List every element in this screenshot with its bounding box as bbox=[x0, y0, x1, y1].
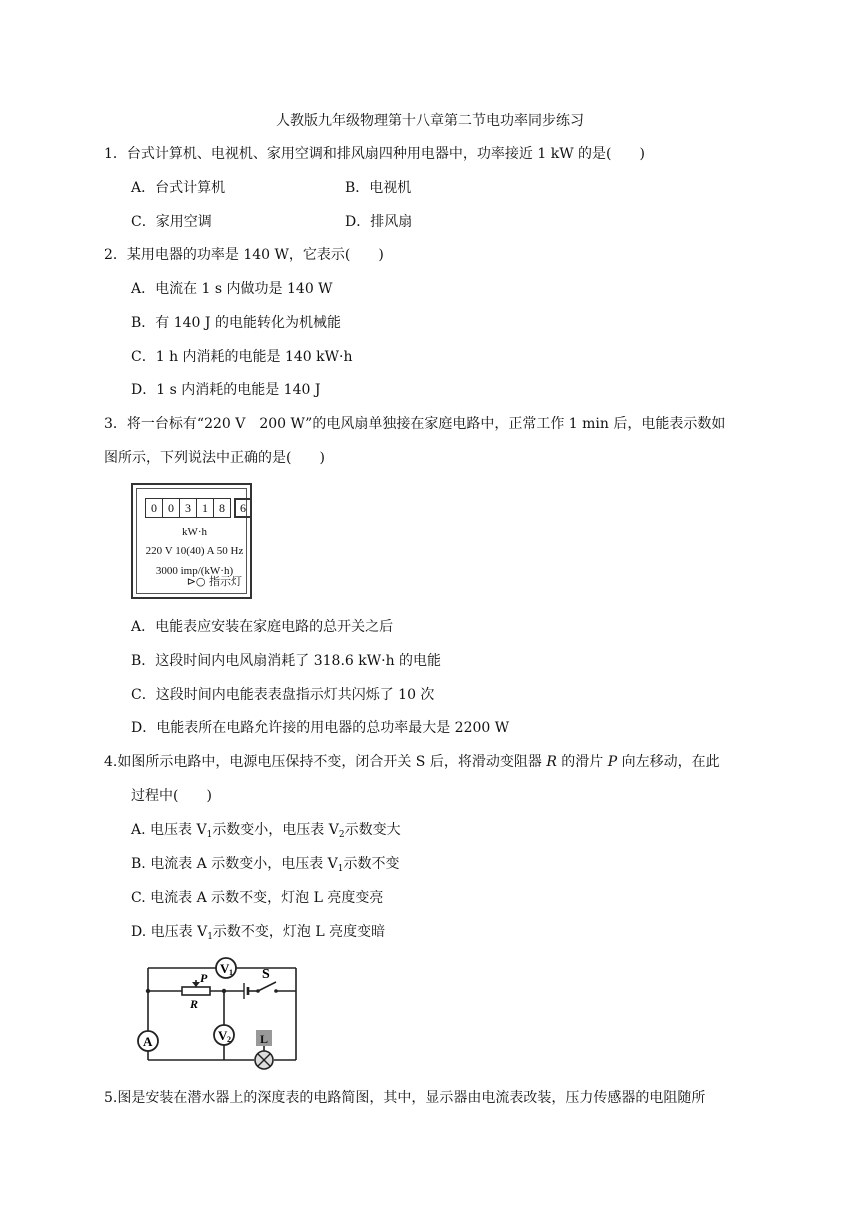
q2-option-a: A．电流在 1 s 内做功是 140 W bbox=[131, 281, 333, 297]
meter-digit-decimal: 6 bbox=[234, 498, 252, 518]
q1-stem: 1．台式计算机、电视机、家用空调和排风扇四种用电器中，功率接近 1 kW 的是( ) bbox=[104, 146, 645, 162]
meter-digit: 0 bbox=[162, 498, 180, 518]
q2-stem: 2．某用电器的功率是 140 W，它表示( ) bbox=[104, 247, 384, 263]
q3-option-a: A．电能表应安装在家庭电路的总开关之后 bbox=[131, 619, 394, 635]
v2-label: V bbox=[218, 1028, 228, 1043]
q3-option-d: D．电能表所在电路允许接的用电器的总功率最大是 2200 W bbox=[131, 720, 510, 736]
v1-sub: 1 bbox=[229, 968, 233, 977]
switch-s-label: S bbox=[262, 967, 270, 982]
meter-digit: 8 bbox=[213, 498, 231, 518]
circuit-diagram bbox=[134, 956, 309, 1074]
q4-option-d: D. 电压表 $V_1$示数不变，灯泡 L 亮度变暗 bbox=[131, 924, 386, 942]
q4-stem-line1: 4.如图所示电路中，电源电压保持不变，闭合开关 S 后，将滑动变阻器 R 的滑片 P 向左移动，在此 bbox=[104, 754, 720, 770]
resistor-r-label: R bbox=[190, 997, 199, 1011]
meter-digit: 0 bbox=[145, 498, 163, 518]
v2-sub: 2 bbox=[227, 1035, 231, 1044]
v1-label: V bbox=[220, 961, 230, 976]
q4-stem-line2: 过程中( ) bbox=[131, 788, 212, 804]
q2-option-d: D．1 s 内消耗的电能是 140 J bbox=[131, 382, 321, 398]
meter-imp: 3000 imp/(kW·h) bbox=[155, 565, 234, 577]
meter-spec: 220 V 10(40) A 50 Hz bbox=[145, 545, 244, 557]
meter-indicator-label: ⊳○ 指示灯 bbox=[186, 575, 242, 588]
lamp-label: L bbox=[260, 1032, 269, 1046]
q2-option-b: B．有 140 J 的电能转化为机械能 bbox=[131, 315, 341, 331]
page-title: 人教版九年级物理第十八章第二节电功率同步练习 bbox=[276, 113, 584, 129]
meter-digit: 1 bbox=[196, 498, 214, 518]
meter-unit: kW·h bbox=[181, 526, 208, 538]
q1-option-b: B．电视机 bbox=[345, 180, 412, 196]
q5-stem: 5.图是安装在潜水器上的深度表的电路简图，其中，显示器由电流表改装，压力传感器的电阻随所 bbox=[104, 1090, 706, 1106]
q2-option-c: C．1 h 内消耗的电能是 140 kW·h bbox=[131, 349, 353, 365]
q4-option-b: B. 电流表 A 示数变小，电压表 $V_1$示数不变 bbox=[131, 856, 400, 874]
q3-stem-line2: 图所示，下列说法中正确的是( ) bbox=[104, 450, 325, 466]
q3-stem-line1: 3．将一台标有“220 V 200 W”的电风扇单独接在家庭电路中，正常工作 1 min 后，电能表示数如 bbox=[104, 416, 726, 432]
q1-option-d: D．排风扇 bbox=[345, 214, 413, 230]
q1-option-c: C．家用空调 bbox=[131, 214, 212, 230]
meter-digits bbox=[145, 498, 251, 518]
ammeter-label: A bbox=[143, 1034, 153, 1049]
q3-option-b: B．这段时间内电风扇消耗了 318.6 kW·h 的电能 bbox=[131, 653, 442, 669]
q4-option-c: C. 电流表 A 示数不变，灯泡 L 亮度变亮 bbox=[131, 890, 384, 906]
q3-option-c: C．这段时间内电能表表盘指示灯共闪烁了 10 次 bbox=[131, 687, 435, 703]
q1-option-a: A．台式计算机 bbox=[131, 180, 226, 196]
energy-meter-figure bbox=[131, 483, 252, 599]
meter-digit: 3 bbox=[179, 498, 197, 518]
q4-option-a: A. 电压表 $V_1$示数变小，电压表 $V_2$示数变大 bbox=[131, 822, 401, 840]
slider-p-label: P bbox=[200, 971, 208, 985]
